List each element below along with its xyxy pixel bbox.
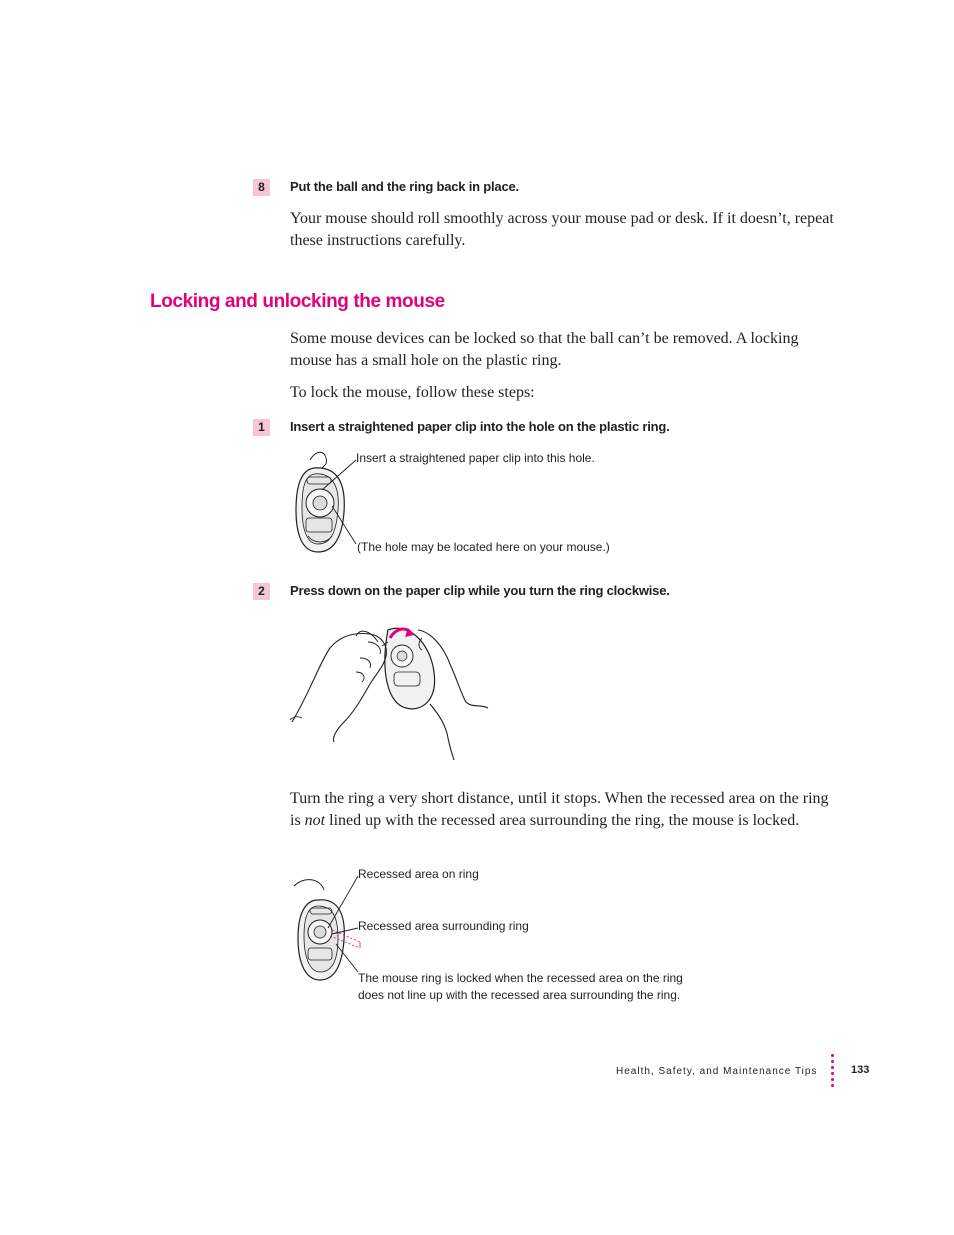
step-2-instruction: Press down on the paper clip while you turn the ring clockwise. [290,583,670,598]
footer-chapter-title: Health, Safety, and Maintenance Tips [616,1066,818,1077]
callout-locked-line-2: does not line up with the recessed area surrounding the ring. [358,988,681,1002]
callout-insert-hole: Insert a straightened paper clip into this hole. [356,451,595,465]
step-8-instruction: Put the ball and the ring back in place. [290,179,519,194]
locked-explanation-part-2: lined up with the recessed area surrounding the ring, the mouse is locked. [325,812,800,829]
page-number: 133 [851,1064,870,1076]
step-1-instruction: Insert a straightened paper clip into the hole on the plastic ring. [290,419,670,434]
section-lead-in: To lock the mouse, follow these steps: [290,384,535,401]
section-intro: Some mouse devices can be locked so that the ball can’t be removed. A locking mouse has a small hole on the plastic ring. [290,330,799,369]
step-number-1: 1 [253,419,270,436]
callout-recessed-surrounding: Recessed area surrounding ring [358,919,529,933]
locked-explanation [290,788,838,832]
locked-explanation-emphasis: not [304,812,326,829]
callout-recessed-ring: Recessed area on ring [358,867,479,881]
hands-turning-ring-illustration [290,612,490,762]
step-8-body: Your mouse should roll smoothly across your mouse pad or desk. If it doesn’t, repeat these instructions carefully. [290,210,834,249]
step-number-2: 2 [253,583,270,600]
section-heading: Locking and unlocking the mouse [150,291,445,312]
step-number-8: 8 [253,179,270,196]
locked-explanation-part-1: Turn the ring a very short distance, until it stops. When the recessed area on the ring is [290,790,829,829]
footer-dot-separator [831,1054,834,1090]
callout-locked-line-1: The mouse ring is locked when the recessed area on the ring [358,971,683,985]
callout-alternate-hole: (The hole may be located here on your mouse.) [357,540,610,554]
